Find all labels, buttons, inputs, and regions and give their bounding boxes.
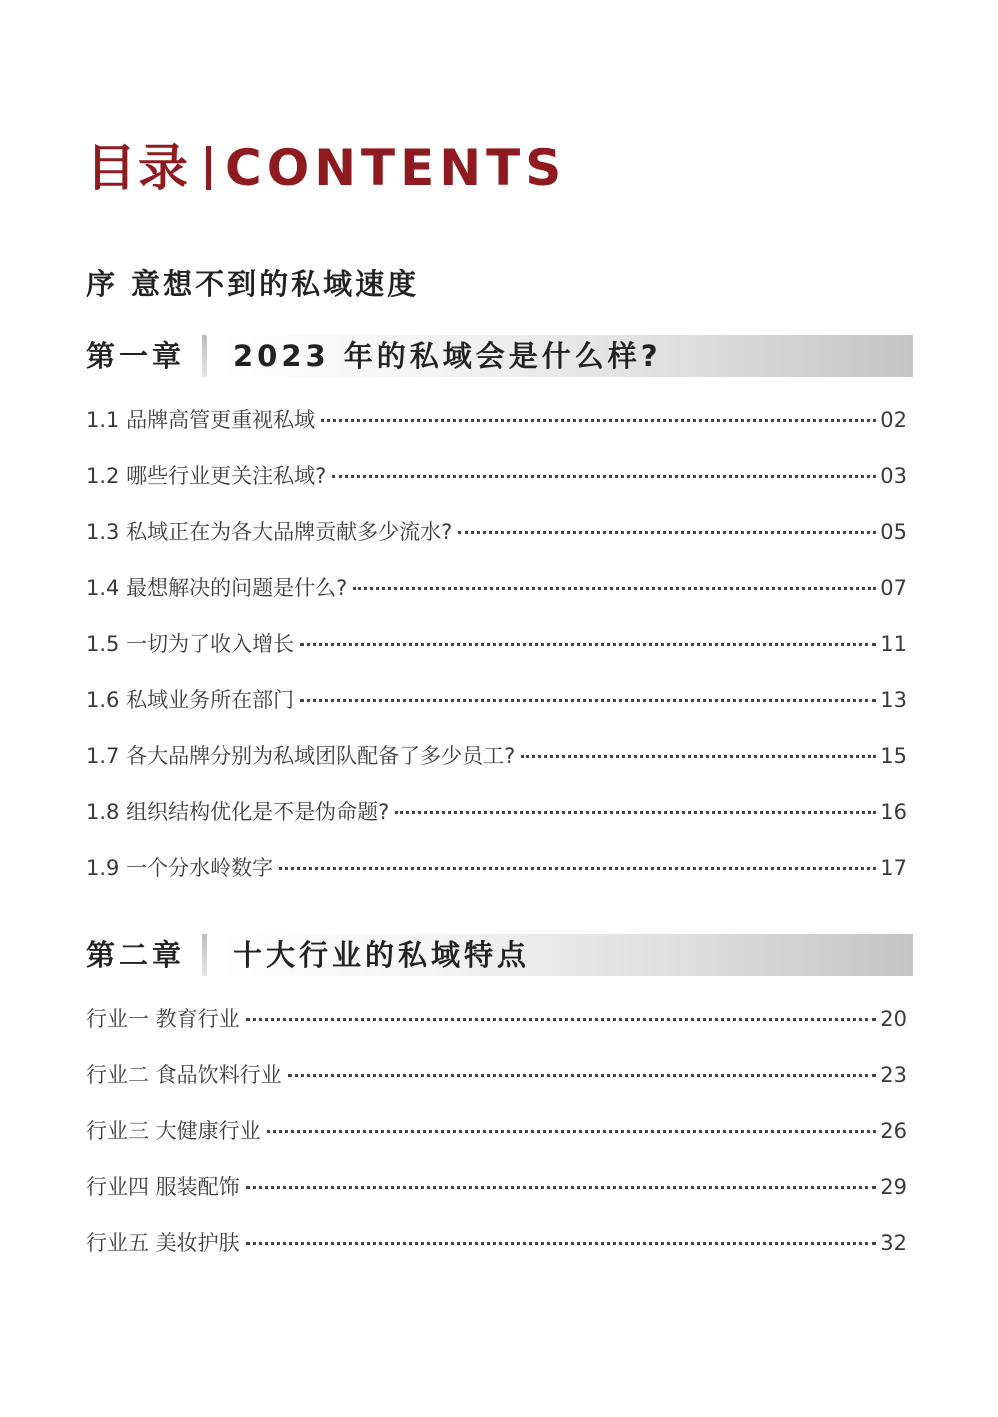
toc-entry[interactable] [86, 853, 907, 909]
chapter-separator [202, 934, 207, 976]
chapter-1-label: 第一章 [86, 339, 186, 373]
toc-entry-text: 行业三 大健康行业 [86, 1119, 261, 1143]
dot-leader [246, 1186, 877, 1189]
dot-leader [300, 699, 876, 702]
dot-leader [458, 531, 876, 534]
chapter-2-label: 第二章 [86, 938, 186, 972]
toc-entry-text: 1.2 哪些行业更关注私域? [86, 464, 327, 488]
toc-entry-page: 32 [880, 1231, 907, 1255]
toc-entry-page: 07 [880, 576, 907, 600]
dot-leader [288, 1074, 877, 1077]
toc-entry[interactable] [86, 629, 907, 685]
chapter-1-entries [86, 405, 907, 909]
toc-entry-page: 23 [880, 1063, 907, 1087]
toc-entry[interactable] [86, 1228, 907, 1284]
toc-entry-page: 13 [880, 688, 907, 712]
toc-entry-text: 行业一 教育行业 [86, 1007, 240, 1031]
title-en: CONTENTS [225, 139, 567, 197]
dot-leader [521, 755, 876, 758]
toc-entry[interactable] [86, 741, 907, 797]
dot-leader [395, 811, 876, 814]
toc-preface[interactable]: 序 意想不到的私域速度 [86, 267, 420, 301]
toc-entry[interactable] [86, 797, 907, 853]
toc-entry-text: 1.6 私域业务所在部门 [86, 688, 295, 712]
dot-leader [267, 1130, 877, 1133]
dot-leader [332, 475, 876, 478]
toc-entry-text: 1.3 私域正在为各大品牌贡献多少流水? [86, 520, 453, 544]
toc-entry-page: 20 [880, 1007, 907, 1031]
chapter-separator [202, 335, 207, 377]
chapter-1-header[interactable] [86, 335, 913, 377]
dot-leader [246, 1242, 877, 1245]
title-divider [206, 146, 211, 190]
chapter-1-title: 2023 年的私域会是什么样? [233, 339, 662, 373]
toc-entry-text: 1.1 品牌高管更重视私域 [86, 408, 316, 432]
toc-entry[interactable] [86, 405, 907, 461]
toc-entry[interactable] [86, 1116, 907, 1172]
toc-entry-page: 02 [880, 408, 907, 432]
dot-leader [353, 587, 876, 590]
toc-entry-page: 29 [880, 1175, 907, 1199]
toc-entry[interactable] [86, 573, 907, 629]
toc-entry-page: 16 [880, 800, 907, 824]
toc-entry-page: 03 [880, 464, 907, 488]
toc-entry[interactable] [86, 461, 907, 517]
dot-leader [279, 867, 876, 870]
toc-entry-page: 11 [880, 632, 907, 656]
toc-entry[interactable] [86, 1060, 907, 1116]
toc-entry[interactable] [86, 517, 907, 573]
toc-entry-text: 行业二 食品饮料行业 [86, 1063, 282, 1087]
page-title [86, 138, 566, 198]
dot-leader [246, 1018, 877, 1021]
dot-leader [321, 419, 876, 422]
toc-entry-text: 1.5 一切为了收入增长 [86, 632, 295, 656]
chapter-2-header[interactable] [86, 934, 913, 976]
toc-entry-page: 15 [880, 744, 907, 768]
toc-entry-text: 1.8 组织结构优化是不是伪命题? [86, 800, 390, 824]
toc-entry[interactable] [86, 1172, 907, 1228]
toc-entry-text: 1.7 各大品牌分别为私域团队配备了多少员工? [86, 744, 516, 768]
toc-entry-page: 26 [880, 1119, 907, 1143]
dot-leader [300, 643, 876, 646]
toc-entry-page: 17 [880, 856, 907, 880]
toc-entry-text: 1.4 最想解决的问题是什么? [86, 576, 348, 600]
chapter-2-title: 十大行业的私域特点 [233, 938, 531, 972]
toc-entry[interactable] [86, 1004, 907, 1060]
title-zh: 目录 [86, 139, 190, 197]
chapter-2-entries [86, 1004, 907, 1284]
toc-entry-text: 1.9 一个分水岭数字 [86, 856, 274, 880]
toc-entry-text: 行业四 服装配饰 [86, 1175, 240, 1199]
toc-entry[interactable] [86, 685, 907, 741]
toc-entry-text: 行业五 美妆护肤 [86, 1231, 240, 1255]
toc-entry-page: 05 [880, 520, 907, 544]
